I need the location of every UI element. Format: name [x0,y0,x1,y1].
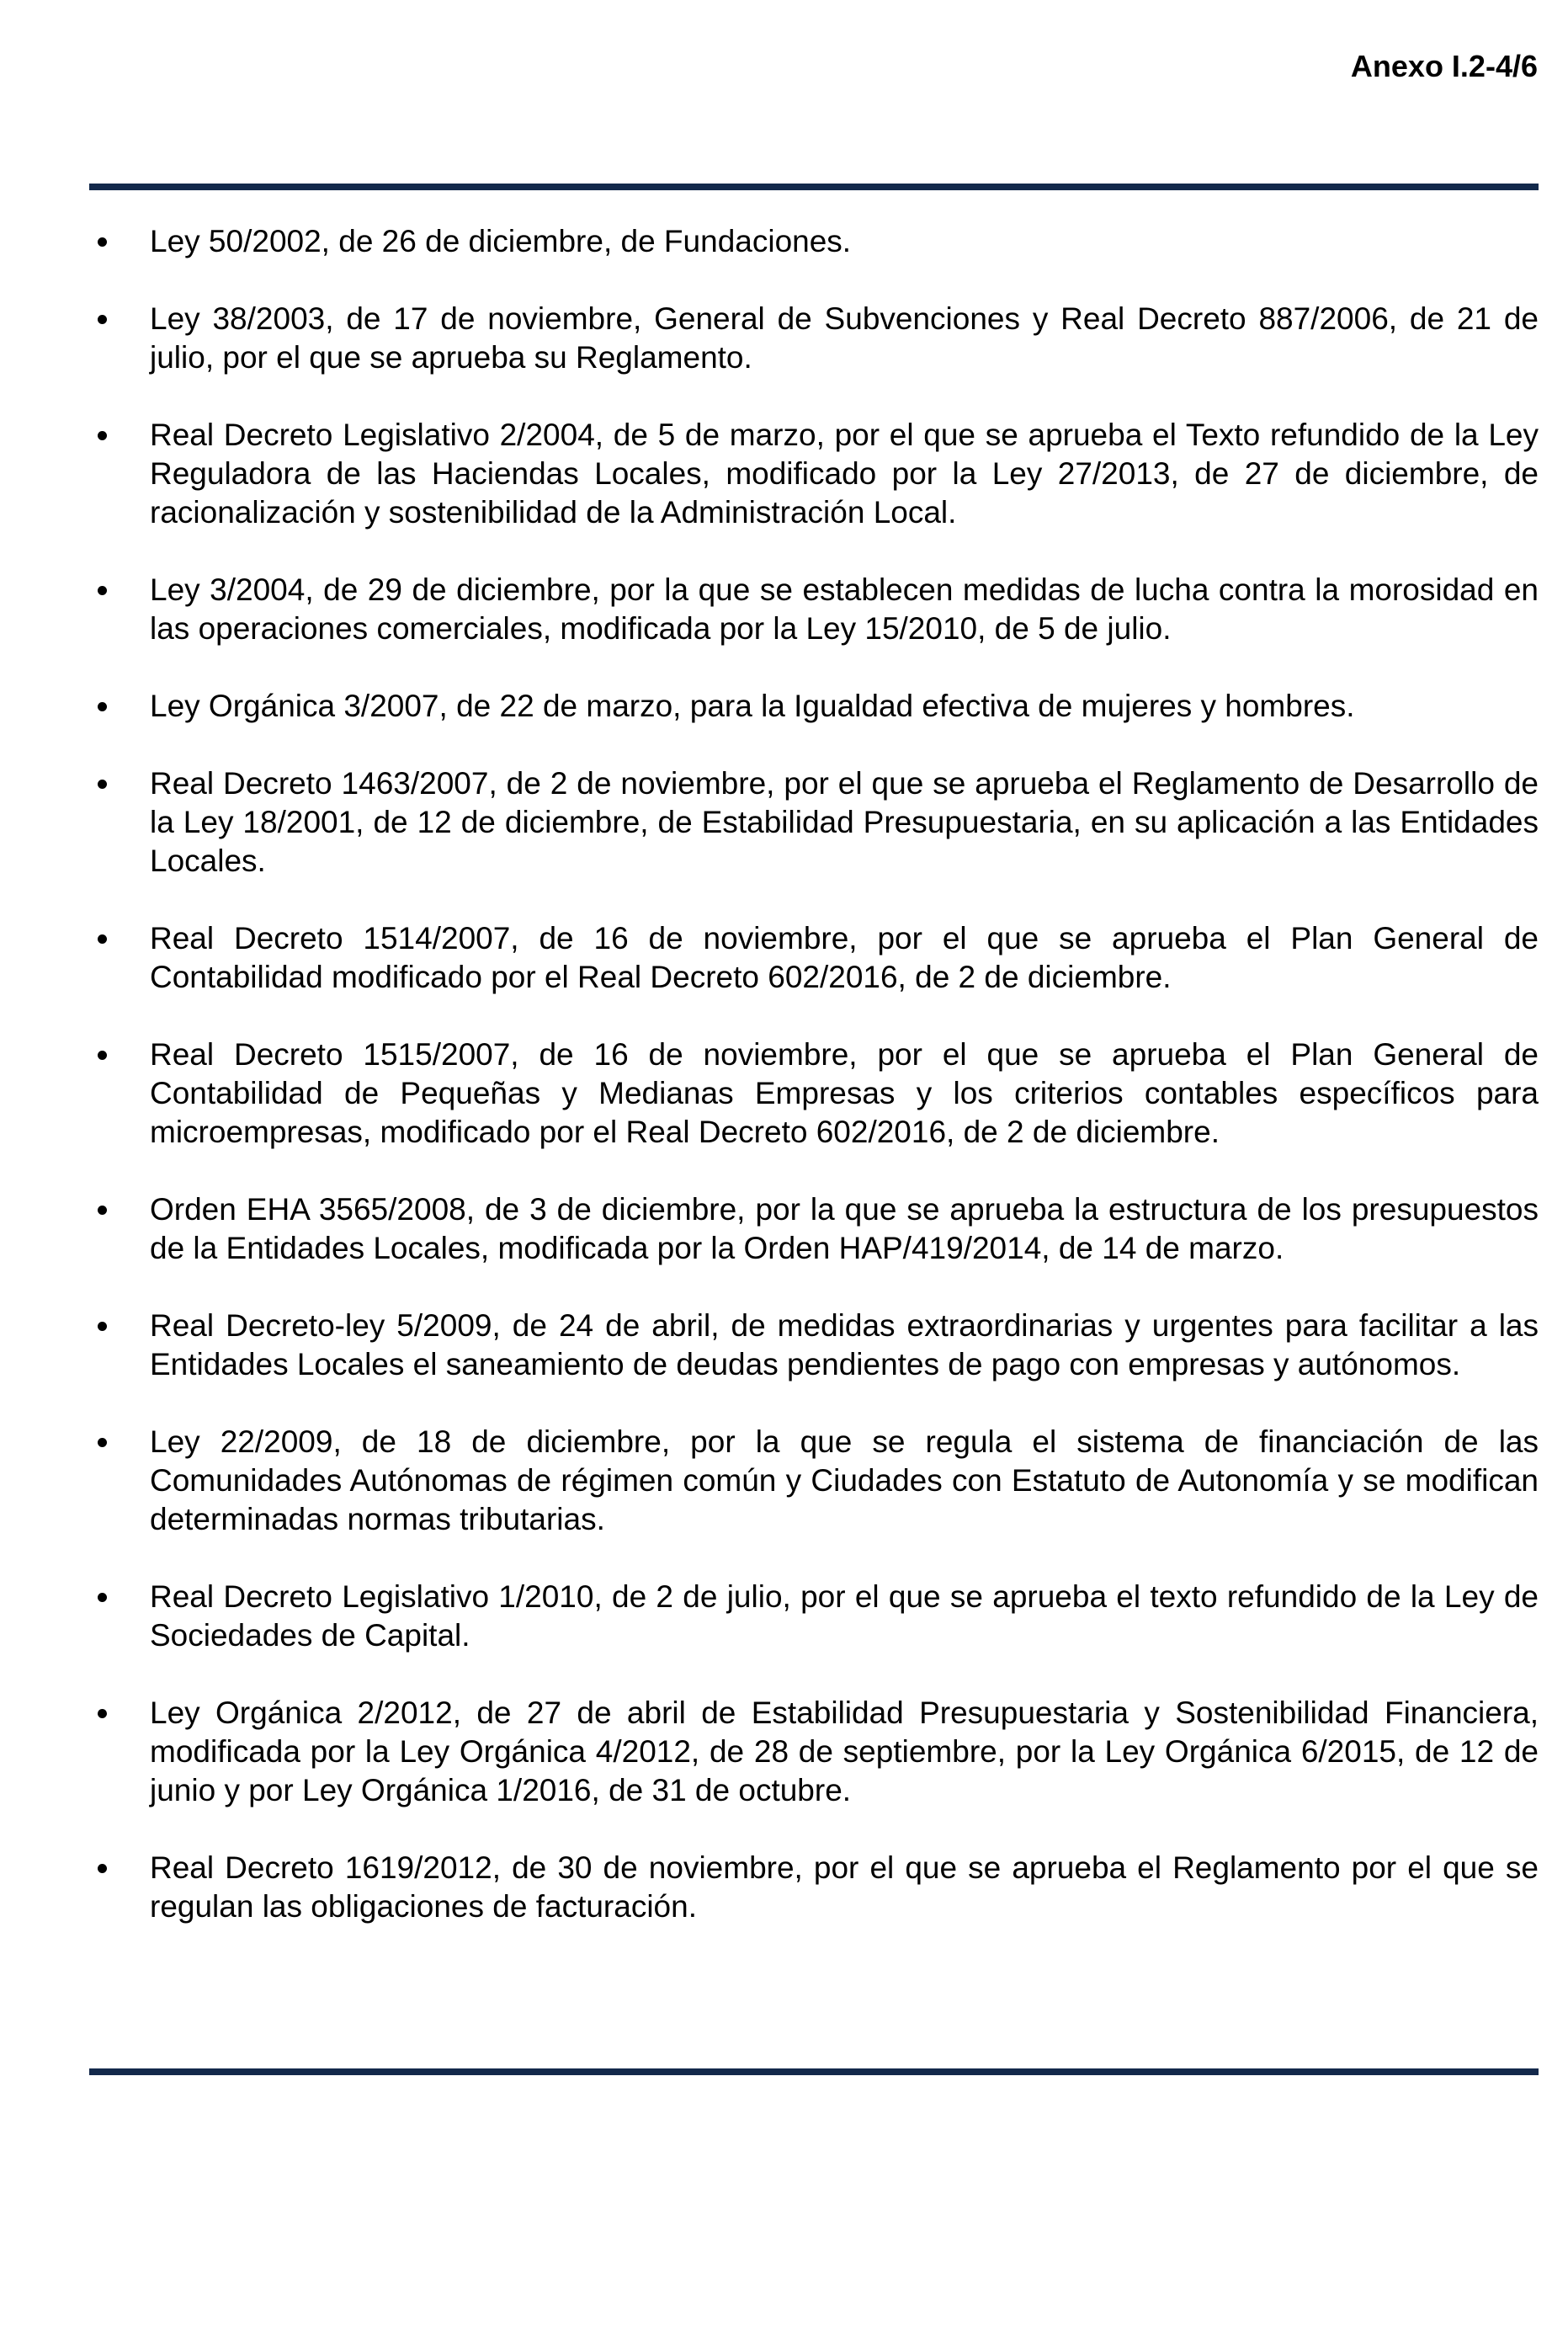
list-item-text: Ley Orgánica 2/2012, de 27 de abril de Estabilidad Presupuestaria y Sostenibilidad Financiera, modificada por la Ley Orgánica 4/2012, de 28 de septiembre, por la Ley Orgánica 6/2015, de 12 de junio y por Ley Orgánica 1/2016, de 31 de octubre. [150,1696,1539,1807]
list-item [89,764,1539,881]
list-item-text: Real Decreto Legislativo 1/2010, de 2 de julio, por el que se aprueba el texto refundido de la Ley de Sociedades de Capital. [150,1579,1539,1653]
bullet-icon [98,1709,107,1718]
list-item-text: Real Decreto Legislativo 2/2004, de 5 de marzo, por el que se aprueba el Texto refundido de la Ley Reguladora de las Haciendas Locales, modificado por la Ley 27/2013, de 27 de diciembre, de racionalización y sostenibilidad de la Administración Local. [150,418,1539,530]
list-item [89,1307,1539,1384]
list-item-text: Ley Orgánica 3/2007, de 22 de marzo, para la Igualdad efectiva de mujeres y hombres. [150,689,1355,723]
list-item-text: Real Decreto 1619/2012, de 30 de noviembre, por el que se aprueba el Reglamento por el que se regulan las obligaciones de facturación. [150,1850,1539,1924]
list-item [89,687,1539,726]
list-item [89,1694,1539,1810]
list-item-text: Ley 38/2003, de 17 de noviembre, General de Subvenciones y Real Decreto 887/2006, de 21 de julio, por el que se aprueba su Reglamento. [150,301,1539,375]
list-item [89,1423,1539,1539]
list-item-text: Real Decreto 1515/2007, de 16 de noviembre, por el que se aprueba el Plan General de Contabilidad de Pequeñas y Medianas Empresas y los criterios contables específicos para microempresas, modificado por el Real Decreto 602/2016, de 2 de diciembre. [150,1037,1539,1149]
list-item [89,416,1539,532]
bullet-icon [98,431,107,440]
list-item-text: Ley 50/2002, de 26 de diciembre, de Fundaciones. [150,224,852,258]
bullet-icon [98,1206,107,1215]
bullet-icon [98,1322,107,1331]
list-item-text: Ley 3/2004, de 29 de diciembre, por la que se establecen medidas de lucha contra la morosidad en las operaciones comerciales, modificada por la Ley 15/2010, de 5 de julio. [150,572,1539,646]
bullet-icon [98,702,107,711]
bullet-icon [98,780,107,789]
list-item [89,1190,1539,1268]
list-item-text: Real Decreto 1514/2007, de 16 de noviembre, por el que se aprueba el Plan General de Contabilidad modificado por el Real Decreto 602/2016, de 2 de diciembre. [150,921,1539,994]
bullet-icon [98,315,107,324]
list-item-text: Real Decreto 1463/2007, de 2 de noviembre, por el que se aprueba el Reglamento de Desarrollo de la Ley 18/2001, de 12 de diciembre, de Estabilidad Presupuestaria, en su aplicación a las Entidades Locales. [150,766,1539,878]
list-item [89,222,1539,261]
bullet-icon [98,1438,107,1447]
bullet-icon [98,1051,107,1060]
bullet-icon [98,934,107,944]
footer-divider [89,2068,1539,2075]
list-item [89,571,1539,648]
list-item [89,1578,1539,1655]
bullet-icon [98,1593,107,1602]
list-item [89,1035,1539,1152]
header-divider [89,184,1539,190]
list-item [89,300,1539,377]
list-item [89,1849,1539,1926]
bullet-icon [98,237,107,247]
annex-label: Anexo I.2-4/6 [1350,49,1538,83]
list-item-text: Real Decreto-ley 5/2009, de 24 de abril, de medidas extraordinarias y urgentes para facilitar a las Entidades Locales el saneamiento de deudas pendientes de pago con empresas y autónomos. [150,1308,1539,1381]
legislation-list [89,222,1539,1926]
bullet-icon [98,1864,107,1873]
bullet-icon [98,586,107,595]
list-item-text: Orden EHA 3565/2008, de 3 de diciembre, por la que se aprueba la estructura de los presupuestos de la Entidades Locales, modificada por la Orden HAP/419/2014, de 14 de marzo. [150,1192,1539,1265]
list-item [89,919,1539,997]
list-item-text: Ley 22/2009, de 18 de diciembre, por la que se regula el sistema de financiación de las Comunidades Autónomas de régimen común y Ciudades con Estatuto de Autonomía y se modifican determinadas normas tributarias. [150,1424,1539,1536]
